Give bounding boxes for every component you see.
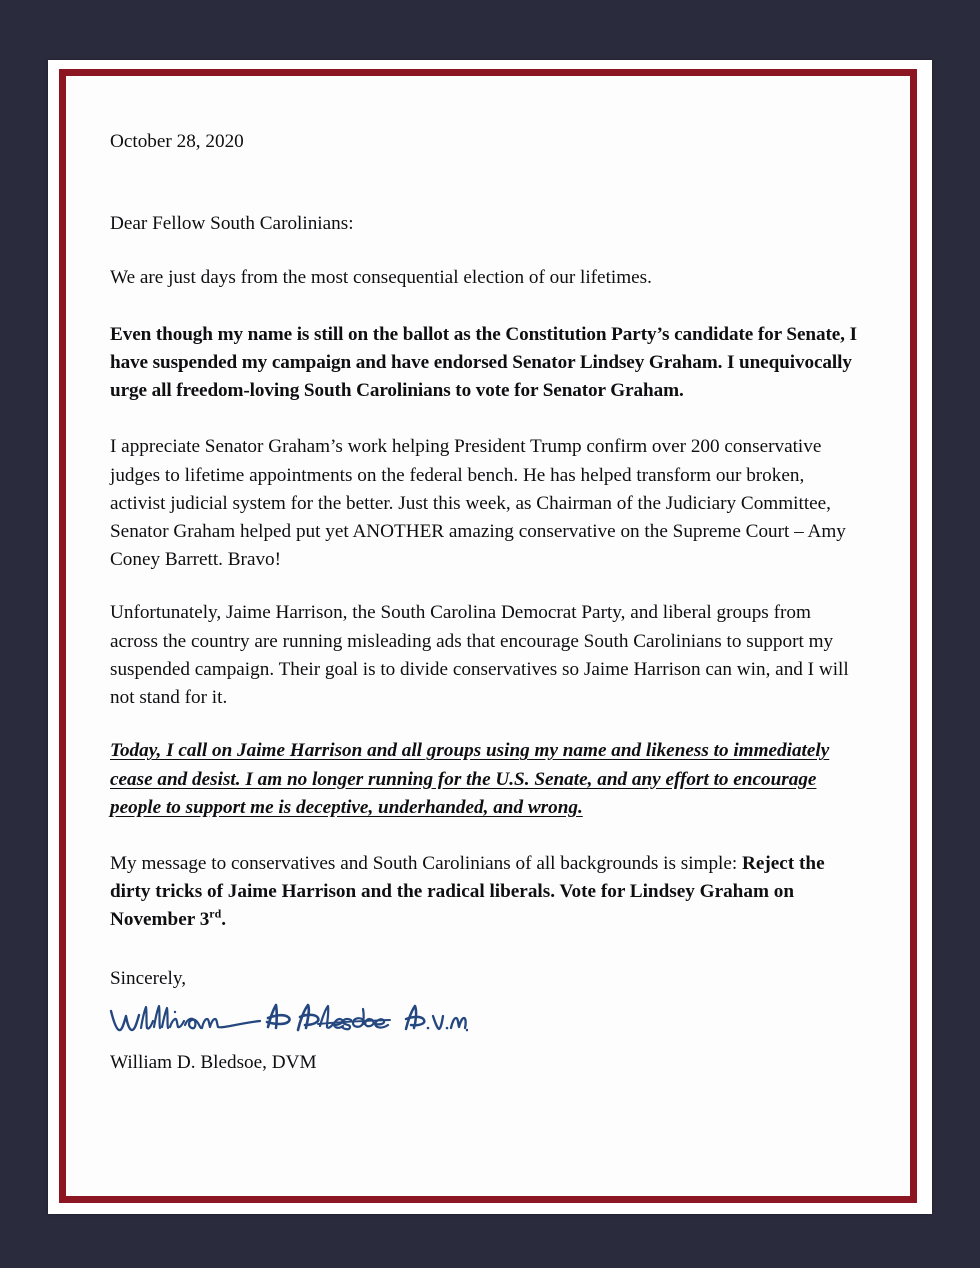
signer-typed-name: William D. Bledsoe, DVM — [110, 1051, 317, 1073]
valediction: Sincerely, — [110, 967, 187, 989]
signature-ink-icon — [108, 997, 468, 1047]
closing-ordinal-suffix: rd — [209, 906, 222, 921]
closing-text-normal: My message to conservatives and South Carolinians of all backgrounds is simple: — [110, 852, 743, 874]
paragraph-lead: We are just days from the most consequential election of our lifetimes. — [110, 267, 652, 289]
letter-salutation: Dear Fellow South Carolinians: — [110, 213, 354, 235]
letter-body — [110, 128, 862, 1077]
handwritten-signature — [108, 997, 862, 1049]
paragraph-closing — [110, 850, 862, 935]
paragraph-cease-and-desist: Today, I call on Jaime Harrison and all groups using my name and likeness to immediately cease and desist. I am no longer running for the U.S. Senate, and any effort to encourage people to support me is deceptive, underhanded, and wrong. — [110, 740, 830, 818]
paragraph-endorsement: Even though my name is still on the ballot as the Constitution Party’s candidate for Senate, I have suspended my campaign and have endorsed Senator Lindsey Graham. I unequivocally urge all freedom-loving South Carolinians to vote for Senator Graham. — [110, 323, 857, 402]
closing-text-bold: Reject the dirty tricks of Jaime Harrison and the radical liberals. Vote for Lindsey Graham on November 3 — [110, 852, 825, 931]
paragraph-judges: I appreciate Senator Graham’s work helping President Trump confirm over 200 conservative judges to lifetime appointments on the federal bench. He has helped transform our broken, activist judicial system for the better. Just this week, as Chairman of the Judiciary Committee, Senator Graham helped put yet ANOTHER amazing conservative on the Supreme Court – Amy Coney Barrett. Bravo! — [110, 436, 846, 571]
letter-date: October 28, 2020 — [110, 131, 244, 152]
letter-page — [66, 76, 910, 1196]
closing-period: . — [221, 909, 226, 931]
paragraph-unfortunately: Unfortunately, Jaime Harrison, the South Carolina Democrat Party, and liberal groups from across the country are running misleading ads that encourage South Carolinians to support my suspended campaign. Their goal is to divide conservatives so Jaime Harrison can win, and I will not stand for it. — [110, 602, 849, 709]
